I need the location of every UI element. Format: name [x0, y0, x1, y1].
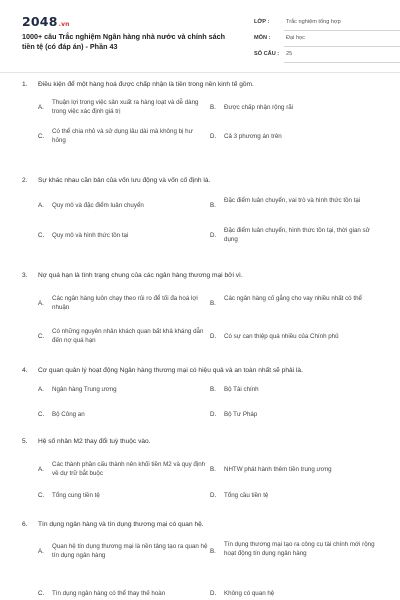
option-letter: A.	[38, 202, 44, 209]
site-logo[interactable]	[22, 14, 70, 29]
document-meta	[254, 14, 400, 62]
meta-key: LỚP :	[254, 19, 270, 25]
option-a[interactable]	[38, 385, 210, 397]
option-letter: D.	[210, 232, 217, 239]
option-d[interactable]	[210, 589, 382, 600]
option-c[interactable]	[38, 491, 210, 503]
option-d[interactable]	[210, 491, 382, 503]
meta-row-subject	[254, 30, 400, 46]
option-a[interactable]	[38, 542, 210, 562]
option-b[interactable]	[210, 460, 382, 480]
question-text	[22, 520, 382, 529]
option-a[interactable]	[38, 98, 210, 118]
question-2	[22, 176, 382, 243]
option-letter: B.	[210, 300, 216, 307]
option-letter: C.	[38, 411, 45, 418]
option-letter: D.	[210, 333, 217, 340]
option-letter: B.	[210, 548, 216, 555]
option-c[interactable]	[38, 410, 210, 422]
option-letter: A.	[38, 386, 44, 393]
question-5	[22, 437, 382, 499]
option-a[interactable]	[38, 460, 210, 480]
option-b[interactable]	[210, 385, 382, 397]
question-text	[22, 80, 382, 89]
question-text	[22, 366, 382, 375]
meta-key: SỐ CÂU :	[254, 51, 280, 57]
meta-key: MÔN :	[254, 35, 271, 41]
meta-value: Đại học	[284, 30, 400, 47]
question-stem: Nợ quá hạn là tình trạng chung của các ngân hàng thương mại bởi vì.	[38, 272, 243, 279]
option-letter: D.	[210, 492, 217, 499]
option-c[interactable]	[38, 226, 210, 246]
option-text: Có thể chia nhỏ và sử dụng lâu dài mà không bị hư hỏng	[52, 128, 193, 144]
question-number: 4.	[22, 367, 28, 374]
option-text: Đặc điểm luân chuyển, vai trò và hình thức tồn tại	[224, 197, 361, 204]
question-number: 6.	[22, 521, 28, 528]
option-letter: B.	[210, 466, 216, 473]
option-letter: C.	[38, 492, 45, 499]
option-text: Tín dụng ngân hàng có thể thay thế hoàn	[52, 590, 166, 597]
question-number: 2.	[22, 177, 28, 184]
option-text: Tổng cung tiền tệ	[52, 492, 100, 499]
question-text	[22, 437, 382, 446]
option-text: Quan hệ tín dụng thương mại là nền tảng tạo ra quan hệ tín dụng ngân hàng	[52, 543, 208, 559]
option-text: NHTW phát hành thêm tiền trung ương	[224, 466, 332, 473]
option-text: Có những nguyên nhân khách quan bất khả kháng dẫn đến nợ quá hạn	[52, 328, 204, 344]
question-6	[22, 520, 382, 597]
question-number: 3.	[22, 272, 28, 279]
option-d[interactable]	[210, 226, 382, 246]
document-title: 1000+ câu Trắc nghiệm Ngân hàng nhà nước và chính sách tiền tệ (có đáp án) - Phần 43	[22, 32, 226, 51]
option-letter: A.	[38, 548, 44, 555]
option-letter: C.	[38, 133, 45, 140]
option-text: Bộ Công an	[52, 411, 85, 418]
option-b[interactable]	[210, 294, 382, 314]
option-letter: C.	[38, 333, 45, 340]
option-text: Các thành phần cấu thành nên khối tiền M2 và quy định về dự trữ bắt buộc	[52, 461, 206, 477]
meta-row-class	[254, 14, 400, 30]
option-letter: B.	[210, 104, 216, 111]
option-letter: D.	[210, 133, 217, 140]
option-text: Tín dụng thương mại tạo ra công cụ tài chính mới rộng hoạt động tín dụng ngân hàng	[224, 541, 375, 557]
option-letter: D.	[210, 590, 217, 597]
question-4	[22, 366, 382, 418]
option-letter: B.	[210, 386, 216, 393]
option-d[interactable]	[210, 127, 382, 147]
option-text: Bộ Tư Pháp	[224, 411, 258, 418]
option-a[interactable]	[38, 294, 210, 314]
logo-main-text: 2048	[22, 14, 58, 29]
option-text: Bộ Tài chính	[224, 386, 259, 393]
logo-suffix-text: .vn	[58, 21, 70, 28]
option-letter: C.	[38, 232, 45, 239]
option-text: Các ngân hàng luôn chạy theo rủi ro để tối đa hoá lợi nhuận	[52, 295, 198, 311]
option-letter: A.	[38, 104, 44, 111]
option-text: Cả 3 phương án trên	[224, 133, 282, 140]
question-3	[22, 271, 382, 344]
option-c[interactable]	[38, 327, 210, 347]
option-text: Được chấp nhận rộng rãi	[224, 104, 294, 111]
option-d[interactable]	[210, 410, 382, 422]
question-stem: Tín dụng ngân hàng và tín dụng thương mại có quan hệ.	[38, 521, 204, 528]
option-letter: B.	[210, 202, 216, 209]
option-text: Không có quan hệ	[224, 590, 275, 597]
question-text	[22, 271, 382, 280]
page-header	[22, 14, 378, 64]
header-divider	[0, 72, 400, 73]
option-a[interactable]	[38, 196, 210, 216]
question-number: 5.	[22, 438, 28, 445]
option-text: Ngân hàng Trung ương	[52, 386, 117, 393]
question-stem: Hệ số nhân M2 thay đổi tuỳ thuộc vào.	[38, 438, 151, 445]
meta-value: Trắc nghiệm tổng hợp	[284, 14, 400, 31]
option-text: Có sự can thiệp quá nhiều của Chính phủ	[224, 333, 339, 340]
option-d[interactable]	[210, 327, 382, 347]
option-text: Tổng cầu tiền tệ	[224, 492, 269, 499]
option-text: Quy mô và hình thức tồn tại	[52, 232, 129, 239]
option-text: Quy mô và đặc điểm luân chuyển	[52, 202, 144, 209]
meta-value: 25	[284, 46, 400, 63]
option-letter: D.	[210, 411, 217, 418]
option-text: Đặc điểm luân chuyển, hình thức tồn tại, thời gian sử dụng	[224, 227, 370, 243]
question-stem: Cơ quan quản lý hoạt động Ngân hàng thương mại có hiệu quả và an toàn nhất sẽ phải là.	[38, 367, 303, 374]
option-text: Thuận lợi trong việc sản xuất ra hàng loạt và dễ dàng trong việc xác định giá trị	[52, 99, 199, 115]
option-letter: A.	[38, 300, 44, 307]
option-b[interactable]	[210, 196, 382, 216]
option-letter: C.	[38, 590, 45, 597]
question-number: 1.	[22, 81, 28, 88]
option-b[interactable]	[210, 540, 382, 570]
option-c[interactable]	[38, 589, 210, 600]
question-stem: Sự khác nhau căn bản của vốn lưu động và vốn cố định là.	[38, 177, 211, 184]
option-b[interactable]	[210, 98, 382, 118]
option-text: Các ngân hàng cố gắng cho vay nhiều nhất có thể	[224, 295, 362, 302]
question-1	[22, 80, 382, 144]
meta-row-count	[254, 46, 400, 62]
option-c[interactable]	[38, 127, 210, 147]
question-text	[22, 176, 382, 185]
question-stem: Điều kiện để một hàng hoá được chấp nhận là tiền trong nền kinh tế gồm.	[38, 81, 254, 88]
option-letter: A.	[38, 466, 44, 473]
